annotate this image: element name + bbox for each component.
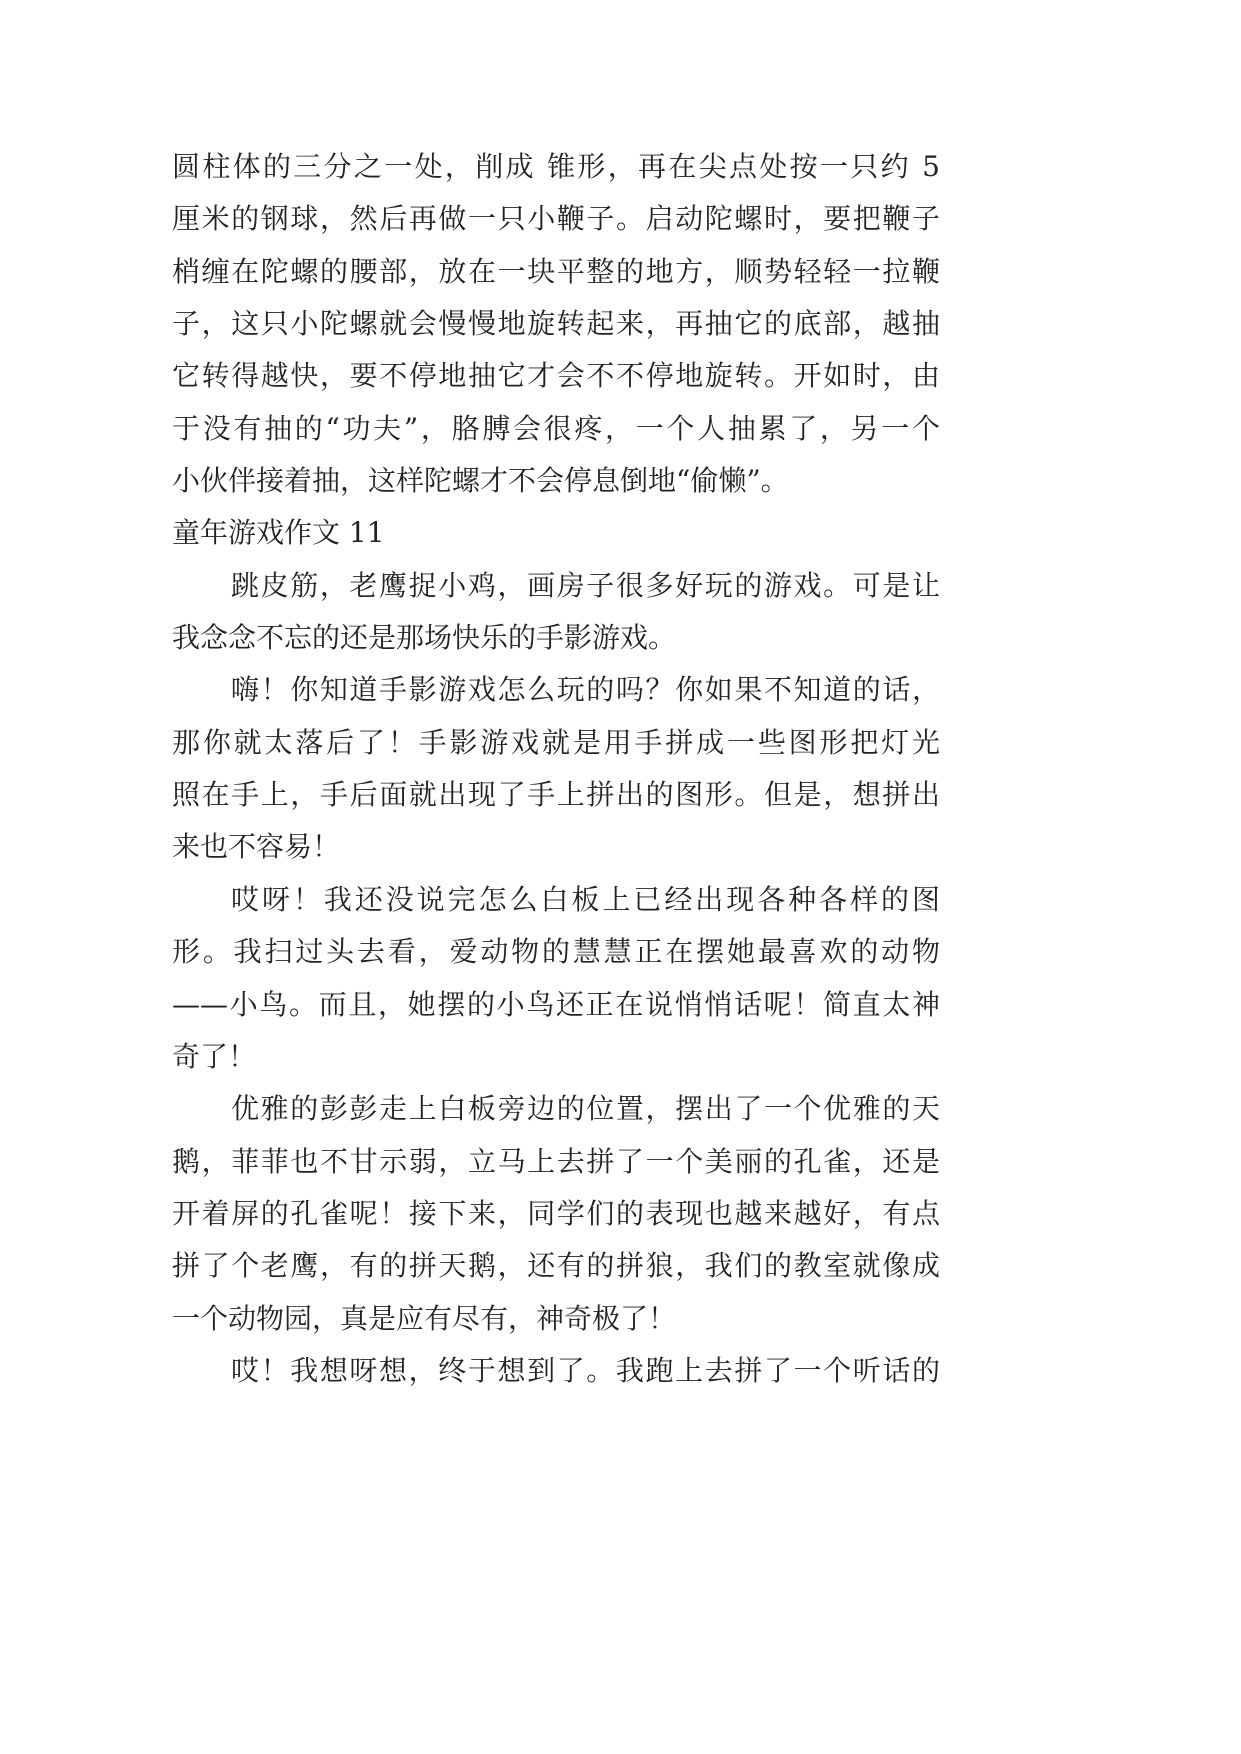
text-line: 开着屏的孔雀呢！接下来，同学们的表现也越来越好，有点 [172, 1196, 940, 1230]
text-line: 一个动物园，真是应有尽有，神奇极了！ [172, 1301, 677, 1335]
paragraph [172, 560, 940, 665]
text-line: 鹅，菲菲也不甘示弱，立马上去拼了一个美丽的孔雀，还是 [172, 1144, 940, 1178]
text-line: 哎！我想呀想，终于想到了。我跑上去拼了一个听话的 [231, 1353, 940, 1387]
text-line: 照在手上，手后面就出现了手上拼出的图形。但是，想拼出 [172, 778, 940, 812]
text-line: 于没有抽的“功夫”，胳膊会很疼，一个人抽累了，另一个 [172, 411, 940, 445]
text-line: 优雅的彭彭走上白板旁边的位置，摆出了一个优雅的天 [231, 1092, 940, 1126]
text-line: ——小鸟。而且，她摆的小鸟还正在说悄悄话呢！简直太神 [172, 987, 940, 1021]
text-line: 跳皮筋，老鹰捉小鸡，画房子很多好玩的游戏。可是让 [231, 568, 940, 602]
text-line: 拼了个老鹰，有的拼天鹅，还有的拼狼，我们的教室就像成 [172, 1249, 940, 1283]
paragraph [172, 664, 940, 873]
document-body [172, 141, 940, 1397]
text-line: 它转得越快，要不停地抽它才会不不停地旋转。开如时，由 [172, 359, 940, 393]
text-line: 我念念不忘的还是那场快乐的手影游戏。 [172, 621, 677, 655]
text-line: 哎呀！我还没说完怎么白板上已经出现各种各样的图 [231, 882, 940, 916]
text-line: 形。我扫过头去看，爱动物的慧慧正在摆她最喜欢的动物 [172, 935, 940, 969]
section-heading: 童年游戏作文 11 [172, 516, 385, 550]
text-line: 奇了！ [172, 1039, 257, 1073]
paragraph-continued [172, 141, 940, 507]
text-line: 梢缠在陀螺的腰部，放在一块平整的地方，顺势轻轻一拉鞭 [172, 254, 940, 288]
text-line: 圆柱体的三分之一处，削成 锥形，再在尖点处按一只约 5 [172, 150, 940, 183]
text-line: 厘米的钢球，然后再做一只小鞭子。启动陀螺时，要把鞭子 [172, 202, 940, 236]
paragraph [172, 1083, 940, 1345]
paragraph [172, 874, 940, 1083]
text-line: 来也不容易！ [172, 830, 341, 864]
paragraph [172, 1345, 940, 1397]
text-line: 嗨！你知道手影游戏怎么玩的吗？你如果不知道的话， [231, 673, 940, 707]
text-line: 子，这只小陀螺就会慢慢地旋转起来，再抽它的底部，越抽 [172, 307, 940, 341]
text-line: 小伙伴接着抽，这样陀螺才不会停息倒地“偷懒”。 [172, 464, 789, 498]
text-line: 那你就太落后了！手影游戏就是用手拼成一些图形把灯光 [172, 725, 940, 759]
